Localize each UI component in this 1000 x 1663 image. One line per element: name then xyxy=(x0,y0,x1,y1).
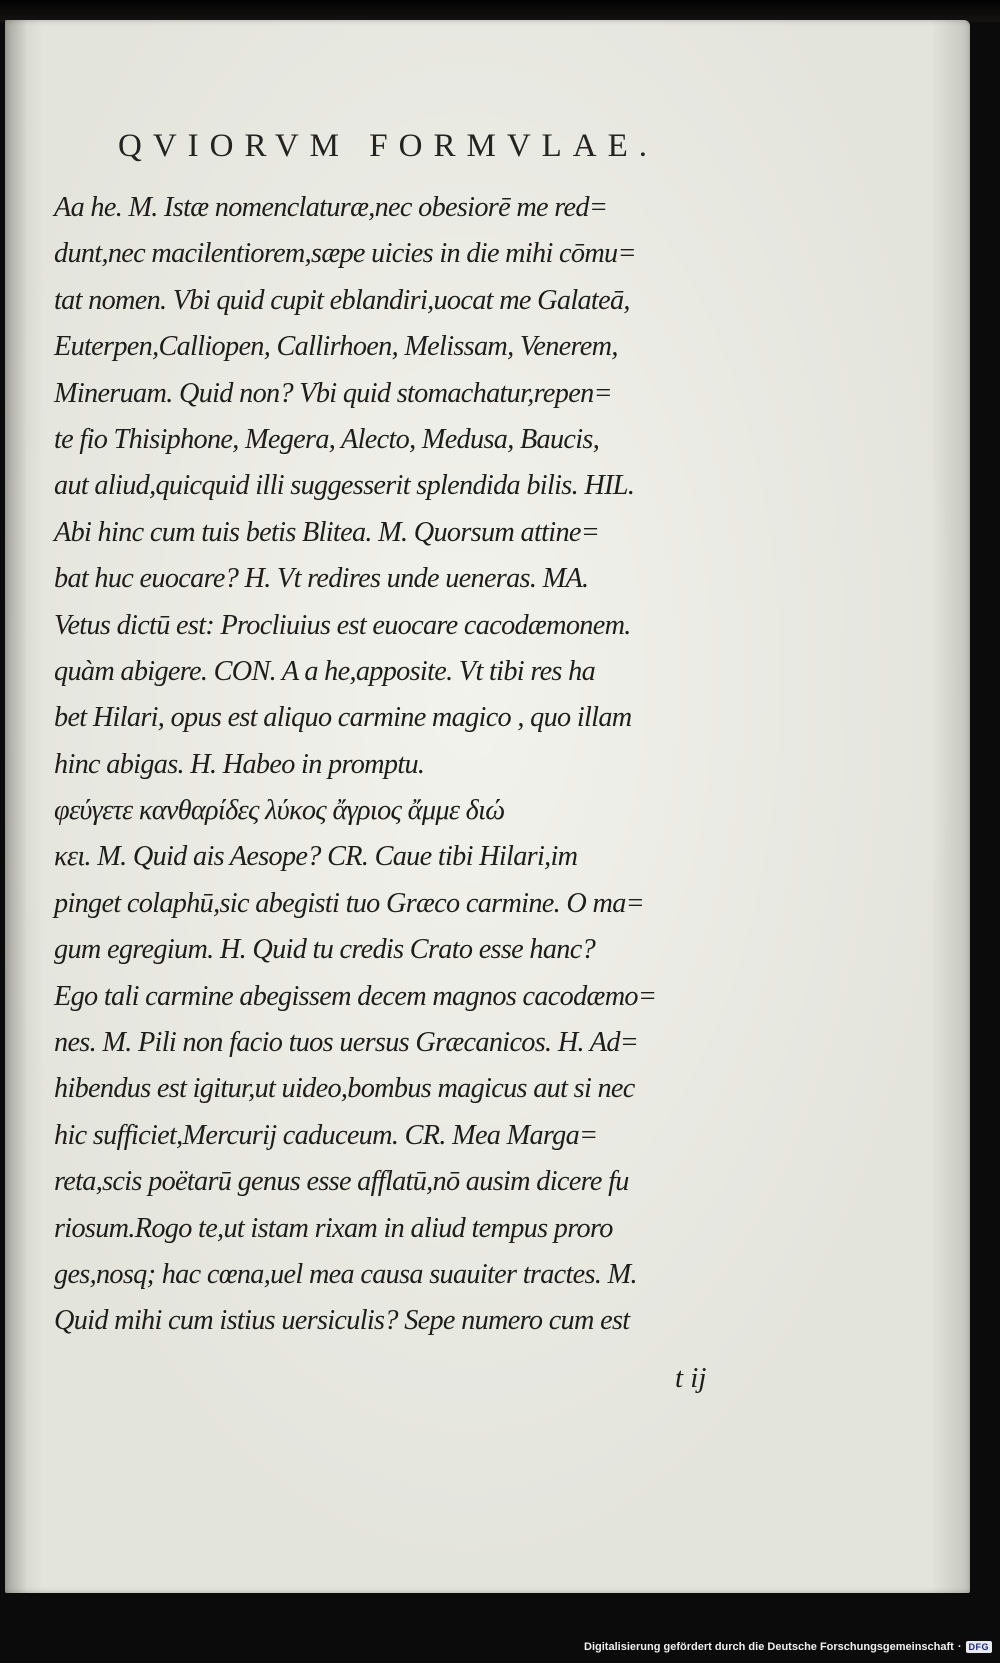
footer-bar xyxy=(0,1593,1000,1663)
page-body-text xyxy=(54,184,834,1344)
credit-text: Digitalisierung gefördert durch die Deutsche Forschungsgemeinschaft xyxy=(584,1641,954,1653)
text-line: dunt,nec macilentiorem,sæpe uicies in die mihi cōmu= xyxy=(54,237,636,270)
digitization-credit: Digitalisierung gefördert durch die Deutsche Forschungsgemeinschaft · DFG xyxy=(584,1641,992,1653)
text-line: hic sufficiet,Mercurij caduceum. CR. Mea Marga= xyxy=(54,1118,598,1151)
scan-background-top xyxy=(0,0,1000,22)
catchword: t ij xyxy=(675,1362,707,1394)
running-head: QVIORVM FORMVLAE. xyxy=(118,128,659,164)
text-line: tat nomen. Vbi quid cupit eblandiri,uocat me Galateā, xyxy=(54,283,630,316)
text-line: hibendus est igitur,ut uideo,bombus magicus aut si nec xyxy=(54,1072,635,1105)
page-gutter-shadow xyxy=(5,20,27,1593)
text-line: Aa he. M. Istæ nomenclaturæ,nec obesiorē me red= xyxy=(54,191,608,223)
text-line: nes. M. Pili non facio tuos uersus Græcanicos. H. Ad= xyxy=(54,1026,639,1059)
text-line: Mineruam. Quid non? Vbi quid stomachatur,repen= xyxy=(54,376,612,409)
dfg-logo: DFG xyxy=(966,1641,993,1653)
text-line: ges,nosq; hac cœna,uel mea causa suauiter tractes. M. xyxy=(54,1257,637,1290)
text-line: Quid mihi cum istius uersiculis? Sepe numero cum est xyxy=(54,1304,630,1337)
text-line: gum egregium. H. Quid tu credis Crato esse hanc? xyxy=(54,933,596,966)
text-line: Euterpen,Calliopen, Callirhoen, Melissam, Venerem, xyxy=(54,330,618,363)
text-line: pinget colaphū,sic abegisti tuo Græco carmine. O ma= xyxy=(54,886,645,919)
text-line: Abi hinc cum tuis betis Blitea. M. Quorsum attine= xyxy=(54,515,600,548)
text-line: te fio Thisiphone, Megera, Alecto, Medusa, Baucis, xyxy=(54,422,600,455)
text-line: reta,scis poëtarū genus esse afflatū,nō ausim dicere fu xyxy=(54,1165,629,1198)
text-line: bet Hilari, opus est aliquo carmine magico , quo illam xyxy=(54,701,632,734)
text-line: riosum.Rogo te,ut istam rixam in aliud tempus proro xyxy=(54,1211,613,1244)
text-line: Ego tali carmine abegissem decem magnos cacodæmo= xyxy=(54,979,657,1012)
text-line: bat huc euocare? H. Vt redires unde ueneras. MA. xyxy=(54,562,589,595)
text-line: κει. M. Quid ais Aesope? CR. Caue tibi Hilari,im xyxy=(54,840,578,873)
text-line: aut aliud,quicquid illi suggesserit splendida bilis. HIL. xyxy=(54,469,635,502)
text-line: hinc abigas. H. Habeo in promptu. xyxy=(54,747,425,780)
text-line: Vetus dictū est: Procliuius est euocare cacodæmonem. xyxy=(54,608,631,641)
text-line: quàm abigere. CON. A a he,apposite. Vt tibi res ha xyxy=(54,654,596,687)
text-line: φεύγετε κανθαρίδες λύκος ἄγριος ἄμμε διώ xyxy=(54,794,505,827)
